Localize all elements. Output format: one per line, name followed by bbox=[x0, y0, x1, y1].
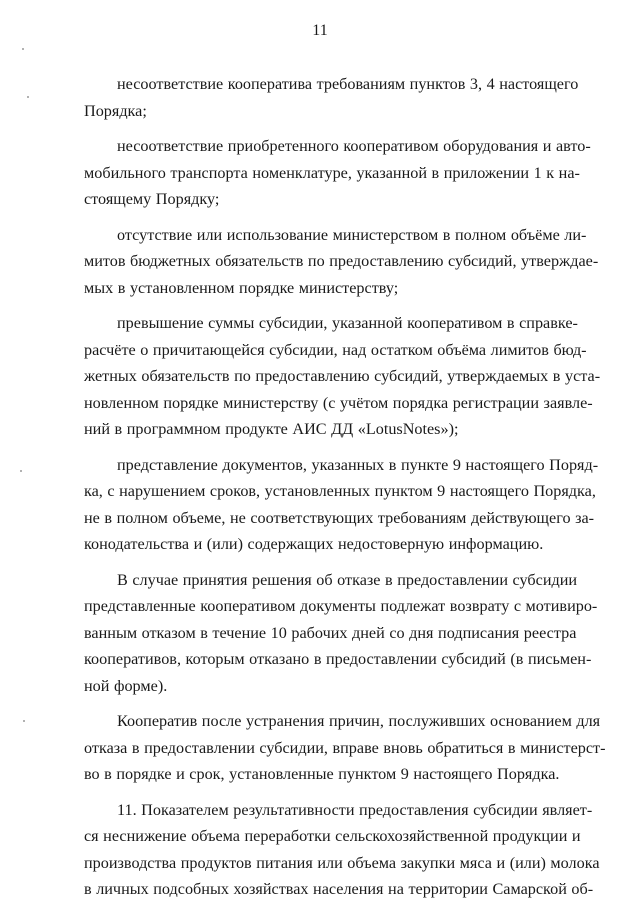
text-line: жетных обязательств по предоставлению субсидий, утверждаемых в уста- bbox=[84, 367, 601, 385]
text-line: несоответствие кооператива требованиям пунктов 3, 4 настоящего bbox=[117, 75, 579, 93]
page-number: 11 bbox=[312, 22, 328, 39]
text-line: не в полном объеме, не соответствующих требованиям действующего за- bbox=[84, 508, 595, 527]
text-line: отсутствие или использование министерством в полном объёме ли- bbox=[117, 225, 587, 244]
text-line: превышение суммы субсидии, указанной кооперативом в справке- bbox=[117, 314, 578, 332]
text-line: ной форме). bbox=[84, 676, 168, 695]
text-line: Порядка; bbox=[84, 101, 147, 120]
text-line: 11. Показателем результативности предоставления субсидии являет- bbox=[117, 800, 593, 819]
text-line: представленные кооперативом документы подлежат возврату с мотивиро- bbox=[84, 597, 598, 615]
text-line: мых в установленном порядке министерству; bbox=[84, 278, 399, 297]
text-line: отказа в предоставлении субсидии, вправе вновь обратиться в министерст- bbox=[84, 738, 606, 757]
text-line: ванным отказом в течение 10 рабочих дней со дня подписания реестра bbox=[84, 623, 577, 642]
text-line: Кооператив после устранения причин, послуживших основанием для bbox=[117, 712, 601, 730]
text-line: митов бюджетных обязательств по предоставлению субсидий, утверждае- bbox=[84, 252, 599, 270]
text-line: ся неснижение объема переработки сельскохозяйственной продукции и bbox=[84, 827, 581, 845]
text-line: ний в программном продукте АИС ДД «LotusNotes»); bbox=[84, 420, 459, 438]
text-line: несоответствие приобретенного кооперативом оборудования и авто- bbox=[117, 137, 591, 155]
text-line: в личных подсобных хозяйствах населения на территории Самарской об- bbox=[84, 880, 594, 898]
text-line: конодательства и (или) содержащих недостоверную информацию. bbox=[84, 535, 544, 553]
text-line: мобильного транспорта номенклатуре, указанной в приложении 1 к на- bbox=[84, 163, 580, 182]
text-line: во в порядке и срок, установленные пунктом 9 настоящего Порядка. bbox=[84, 765, 560, 783]
text-line: кооперативов, которым отказано в предоставлении субсидий (в письмен- bbox=[84, 650, 592, 668]
document-body bbox=[84, 71, 606, 903]
text-line: ка, с нарушением сроков, установленных пунктом 9 настоящего Порядка, bbox=[84, 482, 596, 500]
text-line: стоящему Порядку; bbox=[84, 190, 220, 208]
text-line: представление документов, указанных в пункте 9 настоящего Поряд- bbox=[117, 455, 599, 474]
text-line: В случае принятия решения об отказе в предоставлении субсидии bbox=[117, 570, 578, 589]
text-line: производства продуктов питания или объема закупки мяса и (или) молока bbox=[84, 853, 600, 872]
text-line: новленном порядке министерству (с учётом порядка регистрации заявле- bbox=[84, 393, 593, 412]
text-line: расчёте о причитающейся субсидии, над остатком объёма лимитов бюд- bbox=[84, 340, 587, 359]
